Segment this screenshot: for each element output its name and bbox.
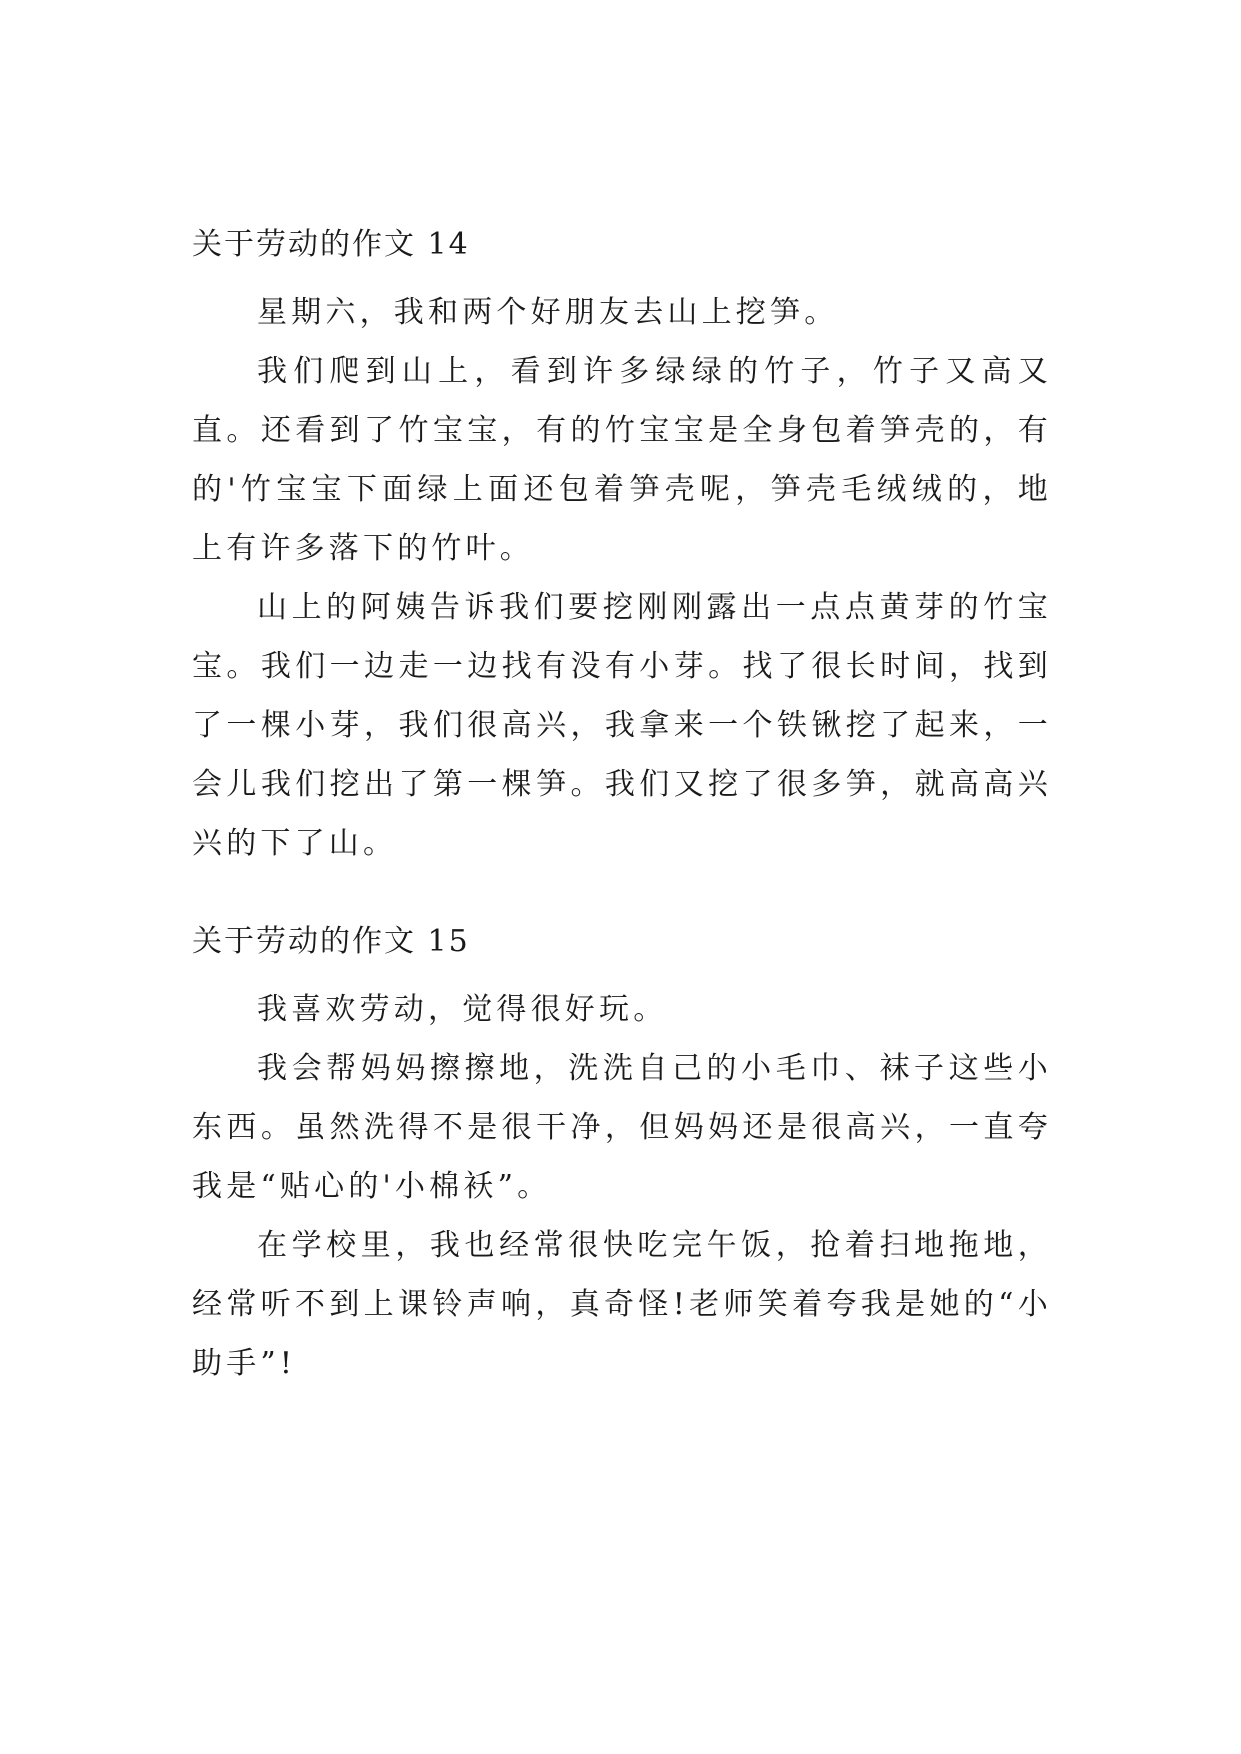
essay-14	[192, 225, 1052, 873]
essay-paragraph: 星期六，我和两个好朋友去山上挖笋。	[257, 295, 839, 330]
essay-paragraph: 山上的阿姨告诉我们要挖刚刚露出一点点黄芽的竹宝宝。我们一边走一边找有没有小芽。找了很长时间，找到了一棵小芽，我们很高兴，我拿来一个铁锹挖了起来，一会儿我们挖出了第一棵笋。我们又挖了很多笋，就高高兴兴的下了山。	[192, 590, 1052, 861]
essay-paragraph: 在学校里，我也经常很快吃完午饭，抢着扫地拖地，经常听不到上课铃声响，真奇怪!老师笑着夸我是她的“小助手”!	[192, 1228, 1052, 1381]
essay-15	[192, 922, 1052, 1393]
essay-title: 关于劳动的作文 15	[192, 924, 470, 959]
essay-paragraph: 我会帮妈妈擦擦地，洗洗自己的小毛巾、袜子这些小东西。虽然洗得不是很干净，但妈妈还是很高兴，一直夸我是“贴心的'小棉袄”。	[192, 1051, 1052, 1204]
essay-paragraph: 我喜欢劳动，觉得很好玩。	[257, 992, 668, 1027]
essay-title: 关于劳动的作文 14	[192, 227, 470, 262]
essay-paragraph: 我们爬到山上，看到许多绿绿的竹子，竹子又高又直。还看到了竹宝宝，有的竹宝宝是全身包着笋壳的，有的'竹宝宝下面绿上面还包着笋壳呢，笋壳毛绒绒的，地上有许多落下的竹叶。	[192, 354, 1052, 566]
